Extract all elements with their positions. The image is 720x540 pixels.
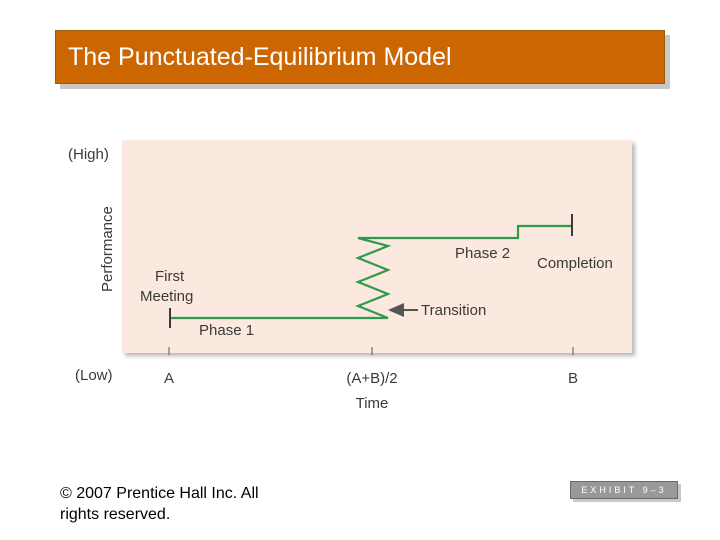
x-tick-label-mid: (A+B)/2 xyxy=(346,370,398,387)
first-meeting-label-line1: First xyxy=(155,268,185,285)
phase2-label: Phase 2 xyxy=(455,245,511,262)
y-axis-label: Performance xyxy=(99,206,116,292)
completion-label: Completion xyxy=(537,255,613,272)
phase1-label: Phase 1 xyxy=(199,322,255,339)
exhibit-tag: EXHIBIT 9–3 xyxy=(570,481,678,499)
transition-label: Transition xyxy=(421,302,487,319)
y-low-label: (Low) xyxy=(75,367,113,384)
x-tick-label-b: B xyxy=(567,370,579,387)
transition-arrow-head xyxy=(388,303,404,317)
first-meeting-label-line2: Meeting xyxy=(140,288,194,305)
x-axis-label: Time xyxy=(355,395,389,412)
slide-title: The Punctuated-Equilibrium Model xyxy=(68,43,452,71)
copyright-notice: © 2007 Prentice Hall Inc. All rights reserved. xyxy=(60,485,259,523)
x-tick-label-a: A xyxy=(163,370,175,387)
performance-line xyxy=(170,226,572,318)
y-high-label: (High) xyxy=(68,146,109,163)
